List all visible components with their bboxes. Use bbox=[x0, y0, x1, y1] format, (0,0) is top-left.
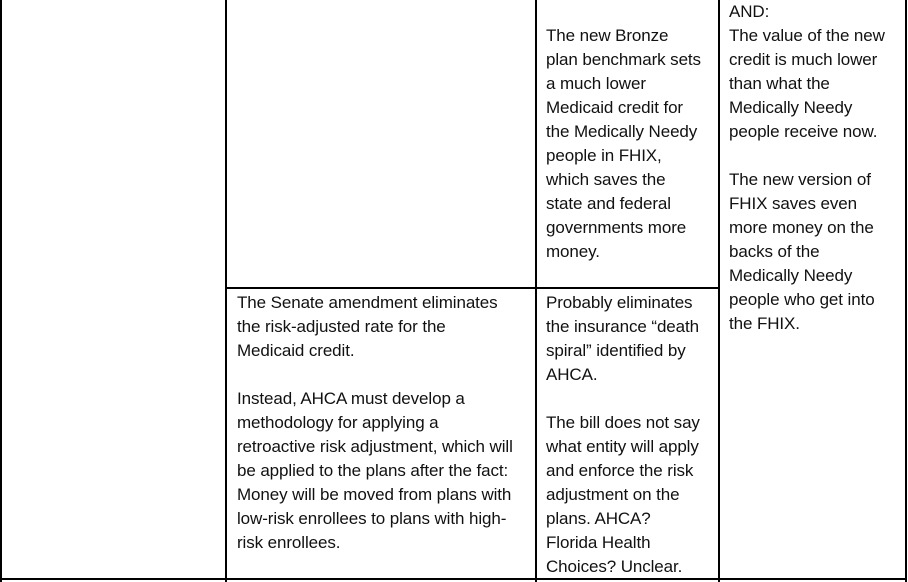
cell-row2-col3 bbox=[546, 291, 716, 579]
cell-paragraph: The bill does not say what entity will apply and enforce the risk adjustment on the plans. AHCA? Florida Health Choices? Unclear. bbox=[546, 413, 700, 576]
table-left-border bbox=[0, 0, 2, 582]
cell-col4 bbox=[729, 0, 904, 336]
column-divider-3 bbox=[718, 0, 720, 582]
cell-paragraph: The new Bronze plan benchmark sets a much lower Medicaid credit for the Medically Needy people in FHIX, which saves the state and federal governments more money. bbox=[546, 26, 701, 261]
cell-paragraph: The new version of FHIX saves even more money on the backs of the Medically Needy people who get into the FHIX. bbox=[729, 170, 875, 333]
cell-paragraph: The Senate amendment eliminates the risk-adjusted rate for the Medicaid credit. bbox=[237, 293, 498, 360]
paragraph-spacer bbox=[729, 144, 904, 168]
column-divider-1 bbox=[225, 0, 227, 582]
table-bottom-border bbox=[0, 578, 907, 580]
row-divider bbox=[225, 287, 720, 289]
column-divider-2 bbox=[535, 0, 537, 582]
paragraph-spacer bbox=[546, 387, 716, 411]
cell-row1-col3 bbox=[546, 24, 716, 264]
cell-paragraph: AND: The value of the new credit is much lower than what the Medically Needy people receive now. bbox=[729, 2, 885, 141]
cell-paragraph: Probably eliminates the insurance “death spiral” identified by AHCA. bbox=[546, 293, 699, 384]
paragraph-spacer bbox=[237, 363, 533, 387]
cell-paragraph: Instead, AHCA must develop a methodology for applying a retroactive risk adjustment, which will be applied to the plans after the fact: Money will be moved from plans with low-risk enrollees to plans with high- risk enrollees. bbox=[237, 389, 513, 552]
table-right-border bbox=[905, 0, 907, 582]
cell-row2-col2 bbox=[237, 291, 533, 555]
